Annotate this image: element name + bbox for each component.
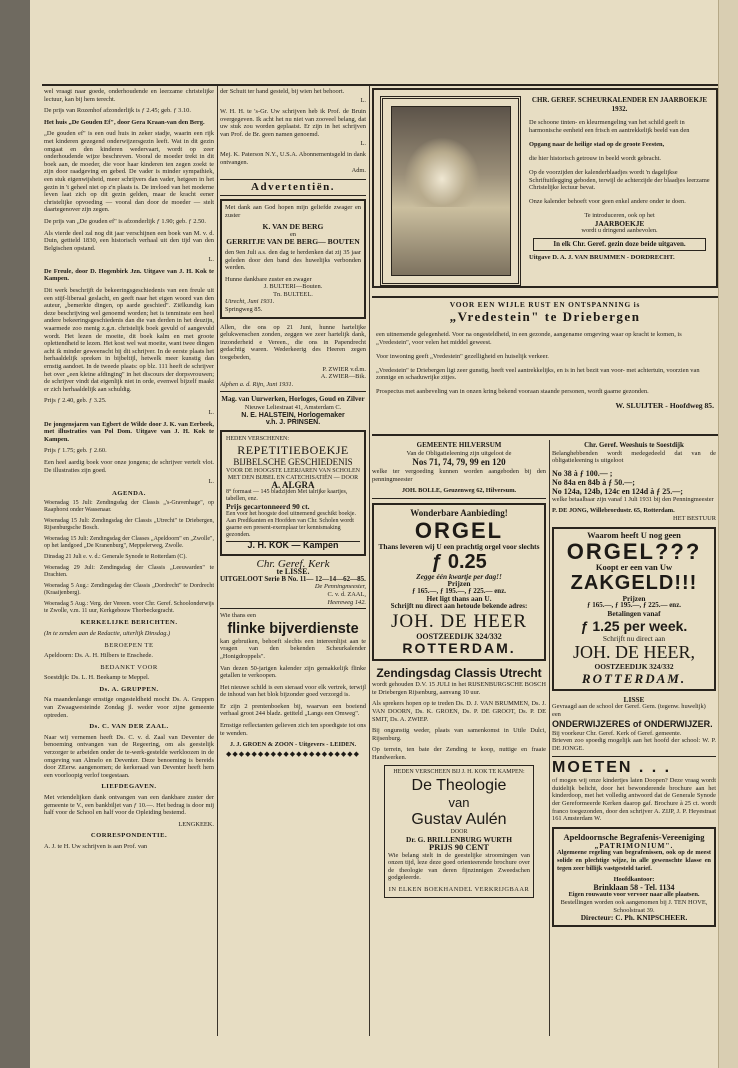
ornament-rule: ◆◆◆◆◆◆◆◆◆◆◆◆◆◆◆◆◆◆◆◆◆ [225, 749, 361, 758]
ad-text: Onze kalender behoeft voor geen enkel andere onder te doen. [529, 198, 686, 206]
ad-text: Van dezen 50-jarigen kalender zijn gemakkelijk flinke getallen te verkoopen. [220, 664, 366, 680]
column-4 [552, 442, 716, 1036]
text-paragraph: Prijs ƒ 1.75; geb. ƒ 2.60. [44, 447, 107, 455]
ad-text: Er zijn 2 prentenboeken bij, waarvan een boeiend verhaal groot 244 bladz. getiteld „Langs een Omweg". [220, 702, 366, 718]
ad-text: welke ter vergoeding kunnen worden aangeboden bij den penningmeester [372, 468, 546, 483]
ad-text: kan gebruiken, behoeft slechts een intereenlijst aan te vragen van den bekenden Scheurkalender „Honigdroppels". [220, 637, 366, 660]
signature: L. [208, 478, 214, 486]
agenda-item: Woensdag 5 Aug.: Verg. der Vereen. voor Chr. Geref. Schoolonderwijs te Zwolle, v.m. 11 uur, Kerkgebouw Thorbeckegracht. [44, 601, 214, 615]
ad-heading: Mag. van Uurwerken, Horloges, Goud en Zilver [221, 395, 365, 404]
ad-callout: In elk Chr. Geref. gezin doze beide uitgaven. [533, 238, 706, 252]
advertisements-heading: Advertentiën. [220, 179, 366, 196]
ad-kicker: HEDEN VERSCHENEN: [226, 435, 290, 442]
anniversary-notice [220, 199, 366, 319]
text-paragraph: „De gouden ef" is een oud huis in zeker stadje, waarin een rijk met kinderen gezegend onderwijzersgezin leeft. Wat in dit gezin omgaat en den kinderen wedervaart, wordt op zeer onderhoudende wijze beschreven. Vooral de moeder trekt in dit boek aan, de moeder, die voor haar kinderen ten zegen zoekt te zijn door raadgeving en gebed. De vader is minder sympathiek, een stuk eigenwijsheid, meer schrijvers dan vader, hetgeen in het gezin in 't geheel niet op z'n plaats is. De invloed van het moderne leven laat zich op dit gezin gelden, maar de kracht eener christelijke opvoeding — vooral dan door de moeder — stelt daartegenover zijn zegen. [44, 130, 214, 214]
notice-text: Hunne dankbare zuster en zwager [225, 275, 312, 283]
ad-text: Algemeene regeling van begrafenissen, ook op de meest solide en plechtige wijze, in alle gewenschte klasse en tegen zeer billijk vastgesteld tarief. [557, 849, 711, 872]
ad-text: Bij ongunstig weder, plaats van samenkomst in Utile Dulci, Rijsenburg. [372, 727, 546, 742]
ad-city: ROTTERDAM. [402, 640, 516, 657]
book-ad-theologie [384, 765, 534, 897]
agenda-item: Woensdag 15 Juli: Zendingsdag der Classis „'s-Gravenhage", op Raaphorst onder Wassenaar. [44, 500, 214, 514]
ad-address: Brinklaan 58 - Tel. 1134 [593, 882, 675, 892]
section-heading: KERKELIJKE BERICHTEN. [80, 619, 178, 627]
notice-text: en [289, 230, 297, 238]
notice-name: K. VAN DE BERG [262, 222, 324, 232]
ad-subtitle: te LISSE. [276, 567, 310, 577]
ad-publisher: Uitgave D. A. J. VAN BRUMMEN - DORDRECHT. [529, 254, 675, 262]
ad-address: OOSTZEEDIJK 324/332 [416, 631, 502, 641]
ad-text: Op terrein, ten bate der Zending te koop, nuttige en fraaie Handwerken. [372, 746, 546, 761]
ad-address: Nieuwe Leliestraat 41, Amsterdam C. [244, 404, 342, 411]
agenda-item: Woensdag 15 Juli: Zendingsdag der Classis „Utrecht" te Driebergen, Rijsenburgsche Bosch. [44, 518, 214, 532]
ad-city: ROTTERDAM. [581, 670, 687, 686]
ad-kicker: Waarom heeft U nog geen [587, 529, 681, 540]
column-rule [217, 86, 218, 1036]
review-title: De jongensjaren van Egbert de Wilde door J. K. van Eerbeek, met illustraties van Pol Dom. Uitgave van J. H. Kok te Kampen. [44, 420, 214, 443]
ad-text: wordt gehouden D.V. 15 JULI in het RIJSENBURGSCHE BOSCH te Driebergen Rijsenburg, aanvang 10 uur. [372, 681, 546, 696]
section-heading: AGENDA. [112, 489, 146, 497]
ad-title: De Theologie [411, 777, 507, 795]
signature: LENGKEEK. [178, 820, 214, 828]
ad-title: flinke bijverdienste [227, 620, 359, 637]
calendar-ad-text [529, 96, 710, 280]
ad-text: Een voor het hoogste doel uitnemend geschikt boekje. [226, 510, 356, 517]
organ-ad-zakgeld [552, 527, 716, 691]
text-paragraph: der Schuit ter hand gesteld, bij wien het behoort. [220, 88, 345, 95]
text-paragraph: Naar wij vernemen heeft Ds. C. v. d. Zaal van Deventer de benoeming ontvangen van de Regeering, om als geestelijk verzorger te arbeiden onder de te-werk-gestelde werkloozen in de omgeving van Almelo en Deventer. Deze benoeming is bereids door ZEerw. aangenomen; de kerkeraad van Deventer heeft hem een voorloopig verlof toegestaan. [44, 733, 214, 779]
ad-text: Als sprekers hopen op te treden Ds. D. J. VAN BRUMMEN, Ds. J. VAN DOORN, Ds. K. GROEN, Ds. P. DE GROOT, Ds. P. DE SMIT, Ds. A. ZWIEP. [372, 700, 546, 723]
ad-text: Bij voorkeur Chr. Geref. Kerk of Geref. gemeente. [552, 729, 682, 737]
next-page-edge [718, 0, 738, 1068]
notice-name: GERRITJE VAN DE BERG— BOUTEN [226, 237, 360, 247]
column-1 [44, 88, 214, 1036]
text-paragraph: Als vierde deel zal nog dit jaar verschijnen een boek van M. v. d. Duin, getiteld 1830, een historisch verhaal uit den tijd van den Belgischen opstand. [44, 229, 214, 252]
review-title: Het huis „De Gouden Ef", door Gera Kraan-van den Berg. [44, 118, 205, 126]
ad-kicker: Wonderbare Aanbieding! [410, 507, 508, 518]
ad-title: MOETEN . . . [552, 756, 716, 777]
signature: Adm. [351, 167, 366, 175]
notice-text: den 9en Juli a.s. den dag te herdenken dat zij 35 jaar geleden door den band des huwelijks verbonden werden. [225, 248, 361, 272]
ad-publisher: J. H. KOK — Kampen [226, 541, 360, 550]
book-ad-repetitieboekje [220, 430, 366, 556]
column-rule [369, 86, 370, 1036]
ad-text: Het nieuwe schild is een sieraad voor elk vertrek, terwijl de inhoud van het blok bijzonder goed verzorgd is. [220, 683, 366, 699]
text-paragraph: Met vriendelijken dank ontvangen van een dankbare zuster der gemeente te V., een bankbiljet van ƒ 10.—. Het bedrag is door mij half voor de School en half voor de Opleiding bestemd. [44, 794, 214, 817]
ad-author: A. ALGRA [271, 479, 315, 490]
ad-prices: ƒ 165.—, ƒ 195.—, ƒ 225.— enz. [411, 586, 507, 595]
notice-place-date: Utrecht, Juni 1931. [225, 298, 275, 306]
ad-numbers: Nos 71, 74, 79, 99 en 120 [412, 457, 506, 468]
subheading: Ds. A. GRUPPEN. [99, 685, 159, 693]
ad-text: welke betaalbaar zijn vanaf 1 Juli 1931 bij den Penningmeester [552, 495, 714, 503]
signature: C. v. d. ZAAL, [327, 590, 366, 598]
calendar-illustration [380, 96, 521, 286]
ad-numbers: No 84a en 84b à ƒ 50.—; [552, 477, 635, 487]
ad-text: Thans leveren wij U een prachtig orgel voor slechts [378, 541, 540, 551]
ad-subtitle: BIJBELSCHE GESCHIEDENIS [233, 456, 353, 467]
ad-price: ƒ 1.25 per week. [580, 617, 688, 634]
agenda-item: Dinsdag 21 Juli e. v. d.: Generale Synode te Rotterdam (C). [44, 554, 187, 561]
ad-publisher: J. J. GROEN & ZOON - Uitgevers - LEIDEN. [229, 741, 357, 749]
ad-text: Aan Predikanten en Hoofden van Chr. Scholen wordt gaarne een present-exemplaar ter kennismaking gezonden. [226, 517, 354, 538]
ad-text: Bestellingen worden ook aangenomen bij J. TEN HOVE, Schoolstraat 39. [560, 899, 708, 914]
ad-text: Voor inwoning geeft „Vredestein" gezelligheid en huiselijk verkeer. [376, 352, 549, 360]
ad-title: REPETITIEBOEKJE [237, 442, 349, 457]
ad-title: Chr. Geref. Weeshuis te Soestdijk [584, 442, 684, 449]
ad-text: die hier historisch getrouw in beeld wordt gebracht. [529, 154, 662, 162]
text-paragraph: De prijs van Rozenhof afzonderlijk is ƒ 2.45; geb. ƒ 3.10. [44, 107, 191, 115]
notice-text: Tn. BULTEEL. [273, 290, 313, 298]
ad-numbers: No 38 à ƒ 100.— ; [552, 468, 613, 478]
ad-title: ONDERWIJZERES of ONDERWIJZER. [552, 718, 713, 729]
ad-text: wordt u dringend aanbevolen. [581, 227, 658, 235]
ad-text: Betalingen vanaf [607, 608, 661, 618]
ad-price: PRIJS 90 CENT [429, 842, 489, 853]
thanks-notice: Allen, die ons op 21 Juni, hunne hartelijke gelukwenschen zonden, zeggen we zeer hartelijk dank, inzonderheid e Vereen., die ons in Papendrecht gedachtig waren. Wederkeerig des Heeren zegen toegebeden, [220, 323, 366, 362]
ad-title: „Vredestein" te Driebergen [449, 308, 641, 324]
subheading: Ds. C. VAN DER ZAAL. [89, 723, 169, 731]
ad-text: Opgang naar de heilige stad op de groote Feesten, [529, 140, 665, 148]
ad-text: Prijzen [447, 579, 471, 589]
ad-text: Zegge één kwartje per dag!! [416, 571, 502, 581]
ad-text: of mogen wij onze kindertjes laten Doopen? Deze vraag wordt duidelijk belicht, door het bewonderende brochure aan het kinderdoop, met het volledig antwoord dat de Generale Synode der Gereformeerde Kerken daarop gaf. Brochure à 25 ct. wordt franco toegezonden, door den schrijver A. ZIJP, J. P. Heyestraat 161 Amsterdam W. [552, 777, 716, 823]
agenda-item: Woensdag 5 Aug.: Zendingsdag der Classis „Dordrecht" te Dordrecht (Kraaijenberg). [44, 583, 214, 597]
ad-title: Gustav Aulén [411, 811, 507, 829]
ad-subtitle: „PATRIMONIUM". [594, 840, 674, 850]
signature: De Penningmeester, [314, 583, 366, 591]
subheading: BEDANKT VOOR [100, 663, 158, 671]
ad-brand: JOH. DE HEER, [573, 642, 695, 663]
text-paragraph: Soestdijk: Ds. L. H. Beekamp te Meppel. [44, 674, 150, 682]
signature: P. ZWIER v.d.m. [322, 365, 366, 373]
ad-text: Schrijft nu direct aan hetoude bekende adres: [390, 601, 528, 610]
ad-text: VOOR DE HOOGSTE LEERJAREN VAN SCHOLEN MET DEN BIJBEL EN CATECHISATIËN — DOOR [226, 467, 360, 481]
ad-signature: W. SLUIJTER - Hoofdweg 85. [615, 401, 714, 411]
ad-text: Hoofdkantoor: [613, 876, 655, 884]
vredestein-ad [372, 296, 718, 436]
ad-prices: ƒ 165.—, ƒ 195.—, ƒ 225.— enz. [586, 601, 682, 610]
notice-place-date: Alphen a. d. Rijn, Juni 1931. [220, 381, 366, 393]
ad-title: ORGEL [414, 517, 504, 543]
ad-text: De schoone tinten- en kleurmengeling van het schild geeft in harmonische eenheid een frisch en aantrekkelijk beeld van den [529, 119, 690, 134]
ad-title: van [448, 795, 470, 811]
text-paragraph: Na maandenlange ernstige ongesteldheid mocht Ds. A. Gruppen van Zwaagwesteinde Zondag jl. weder voor zijne gemeente optreden. [44, 696, 214, 719]
ad-price: ƒ 0.25 [431, 550, 487, 573]
ad-text: Prijzen [622, 593, 646, 603]
column-3 [372, 442, 546, 1036]
text-paragraph: A. J. te H. Uw schrijven is aan Prof. van [44, 842, 148, 850]
text-paragraph: Mej. K. Paterson N.Y., U.S.A. Abonnementsgeld in dank ontvangen. [220, 151, 366, 166]
ad-title: Chr. Geref. Kerk [256, 557, 330, 570]
calendar-ad [372, 88, 718, 288]
header-rule [42, 84, 718, 86]
section-heading: LIEFDEGAVEN. [101, 783, 157, 791]
agenda-item: Woensdag 29 Juli: Zendingsdag der Classis „Leeuwarden" te Drachten. [44, 565, 214, 579]
ad-kicker: HEDEN VERSCHEEN BIJ J. H. KOK TE KAMPEN: [393, 769, 525, 776]
ad-text: Belanghebbenden wordt medegedeeld dat van de obligatieleening is uitgeloot [552, 449, 716, 465]
ad-title: ORGEL??? [566, 539, 702, 565]
notice-text: Met dank aan God hopen mijn geliefde zwager en zuster [225, 203, 361, 219]
text-paragraph: De prijs van „De gouden ef" is afzonderlijk ƒ 1.90; geb. ƒ 2.50. [44, 217, 206, 225]
review-title: De Freule, door D. Hogenbirk Jzn. Uitgave van J. H. Kok te Kampen. [44, 267, 214, 283]
notice-text: J. BULTERI—Bouten. [263, 283, 323, 291]
signature: L. [360, 139, 366, 147]
ad-kicker: VOOR EEN WIJLE RUST EN ONTSPANNING is [449, 300, 641, 309]
ad-price: Prijs gecartonneerd 90 ct. [226, 502, 310, 512]
text-paragraph: Prijs ƒ 2.40, geb. ƒ 3.25. [44, 397, 107, 405]
organ-ad [372, 503, 546, 661]
ad-text: Van de Obligatieleening zijn uitgeloot de [406, 449, 512, 457]
ad-text: Wie belang stelt in de geestelijke stroomingen van onzen tijd, leze deze goed orienteerende brochure over de theologie van deren fijnzinnigen Zweedschen godgeleerde. [388, 851, 530, 882]
notice-address: Springweg 85. [225, 306, 263, 314]
text-paragraph: W. H. H. te 's-Gr. Uw schrijven heb ik Prof. de Bruin overgegeven. Ik acht het nu niet van zooveel belang, dat uw stuk zou worden geplaatst. Er zijn in het schrijven van Prof. de Br. geen namen genoemd. [220, 108, 366, 138]
ad-text: Prospectus met aanbeveling van in onzen kring bekend vooraan staande personen, wordt gaarne gezonden. [376, 388, 649, 396]
ad-title: Apeldoornsche Begrafenis-Vereeniging [563, 831, 705, 842]
ad-text: DOOR [450, 829, 468, 836]
ad-text: Ernstige reflectanten gelieven zich ten spoedigste tot ons te wenden. [220, 722, 366, 737]
ad-title: ZAKGELD!!! [570, 571, 698, 594]
ad-author: Dr. G. BRILLENBURG WURTH [406, 835, 512, 845]
text-paragraph: Apeldoorn: Ds. A. H. Hilbers te Enschede. [44, 652, 153, 660]
agenda-item: Woensdag 15 Juli: Zendingsdag der Classes „Apeldoorn" en „Zwolle", op het landgoed „De Kranenburg", Meppelerweg, Zwolle. [44, 536, 214, 550]
ad-text: Het ligt thans aan U. [426, 594, 492, 604]
ad-name: N. E. HALSTEIN, Horlogemaker [241, 411, 345, 419]
ad-text: 8° formaat — 145 bladzijden Met talrijke kaartjes, tabellen, enz. [226, 489, 348, 503]
signature: A. ZWIER—Bik. [320, 373, 366, 381]
signature: L. [208, 408, 214, 416]
column-2 [220, 88, 366, 1036]
ad-text: JAARBOEKJE [594, 218, 645, 228]
ad-text: Eigen rouwauto voor vervoer naar alle plaatsen. [568, 891, 700, 899]
ad-signature: Directeur: C. Ph. KNIPSCHEER. [580, 913, 688, 923]
ad-text: een uitnemende gelegenheid. Voor na ongesteldheid, in een gezonde, aangename omgeving waar op kracht te komen, is „Vredestein", voor velen het middel geweest. [376, 330, 682, 346]
ad-address: OOSTZEEDIJK 324/332 [594, 662, 674, 672]
ad-text: Op de voorzijden der kalenderblaadjes wordt 'n dagelijkse Schriftuitlegging geboden, terwijl de achterzijde der blaadjes leerzame Christelijke lectuur bevat. [529, 168, 710, 192]
signature: L. [208, 256, 214, 264]
ad-text: Schrijft nu direct aan [602, 633, 666, 643]
subheading: BEROEPEN TE [104, 641, 154, 649]
ad-text: Te introduceren, ook op het [584, 212, 655, 220]
column-rule [549, 440, 550, 1036]
signature: L. [360, 96, 366, 104]
ad-text: „Vredestein" te Driebergen ligt zeer gunstig, heeft veel aantrekkelijks, en is in het bezit van voor- met achtertuin, voorzien van zonnige en schaduwrijke zitjes. [376, 366, 700, 382]
ad-text: Gevraagd aan de school der Geref. Gem. (tegenw. huwelijk) een [552, 703, 706, 718]
ad-numbers: No 124a, 124b, 124c en 124d à ƒ 25.—; [552, 486, 683, 496]
ad-text: UITGELOOT Serie B No. 11— 12—14—62—85. [220, 574, 366, 583]
ad-title: CHR. GEREF. SCHEURKALENDER EN JAARBOEKJE 1932. [531, 96, 708, 113]
procession-picture [391, 106, 511, 276]
ad-title: Zendingsdag Classis Utrecht [376, 666, 542, 681]
ad-text: Brieven zoo spoedig mogelijk aan het hoofd der school: W. P. DE JONGE. [552, 737, 716, 752]
text-paragraph: Een heel aardig boek voor onze jongens; de schrijver vertelt vlot. De illustraties zijn goed. [44, 458, 214, 474]
section-heading: CORRESPONDENTIE. [90, 832, 168, 840]
text-paragraph: wel vraagt naar goede, onderhoudende en leerzame christelijke lectuur, kan bij hem terecht. [44, 88, 214, 103]
ad-text: IN ELKEN BOEKHANDEL VERKRIJGBAAR [388, 886, 530, 894]
ad-text: Koopt er een van Uw [595, 562, 673, 573]
text-paragraph: Dit werk beschrijft de bekeeringsgeschiedenis van een freule uit een stijf-liberaal geslacht, en geeft naar het eigen woord van den auteur, „bemerkte dingen, op aarde geschied". Ziëlkundig kan deze beschrijving wel genoemd worden; het is tenminste een heel andere bekeeringsgeschiedenis dan die van derden in het deuzijn, waarmede zoo menig z.g.n. christelijk boek gevuld of aangevuld wordt. Het lezen de moeite, dit boek kalm en met groote oplettendheid te lezen. Het kost wel wat moeite, want twee dingen acht ik minder geweenscht bij dit schrijver. In de eerste plaats het herhaaldelijk spreken in bijbeltijl, hetwelk meer kunstig dan ernstig aandoet. In de tweede plaats: op blz. 111 heeft de schrijver het over „een kleine afdinging" in het discours der dorpsvrouwen; de schrijver vindt dat eigenlijk niet in orde, evenwel bijzelf maakt er zich herhaaldelijk aan schuldig. [44, 287, 214, 393]
ad-address: P. DE JONG, Willebrordustr. 65, Rotterdam. [552, 507, 675, 515]
ad-name: v.h. J. PRINSEN. [265, 419, 321, 427]
ad-address: JOH. BOLLE, Geuzenweg 62, Hilversum. [372, 487, 546, 499]
ad-signature: HET BESTUUR [672, 514, 716, 522]
ad-title: GEMEENTE HILVERSUM [416, 442, 502, 449]
funeral-association-ad [552, 827, 716, 927]
ad-title: LISSE [623, 694, 645, 704]
section-note: (In te zenden aan de Redactie, uiterlijk Dinsdag.) [44, 629, 171, 637]
ad-brand: JOH. DE HEER [390, 610, 528, 632]
ad-kicker: Wie thans een [220, 612, 256, 620]
signature: Heereweg 142. [220, 599, 366, 610]
